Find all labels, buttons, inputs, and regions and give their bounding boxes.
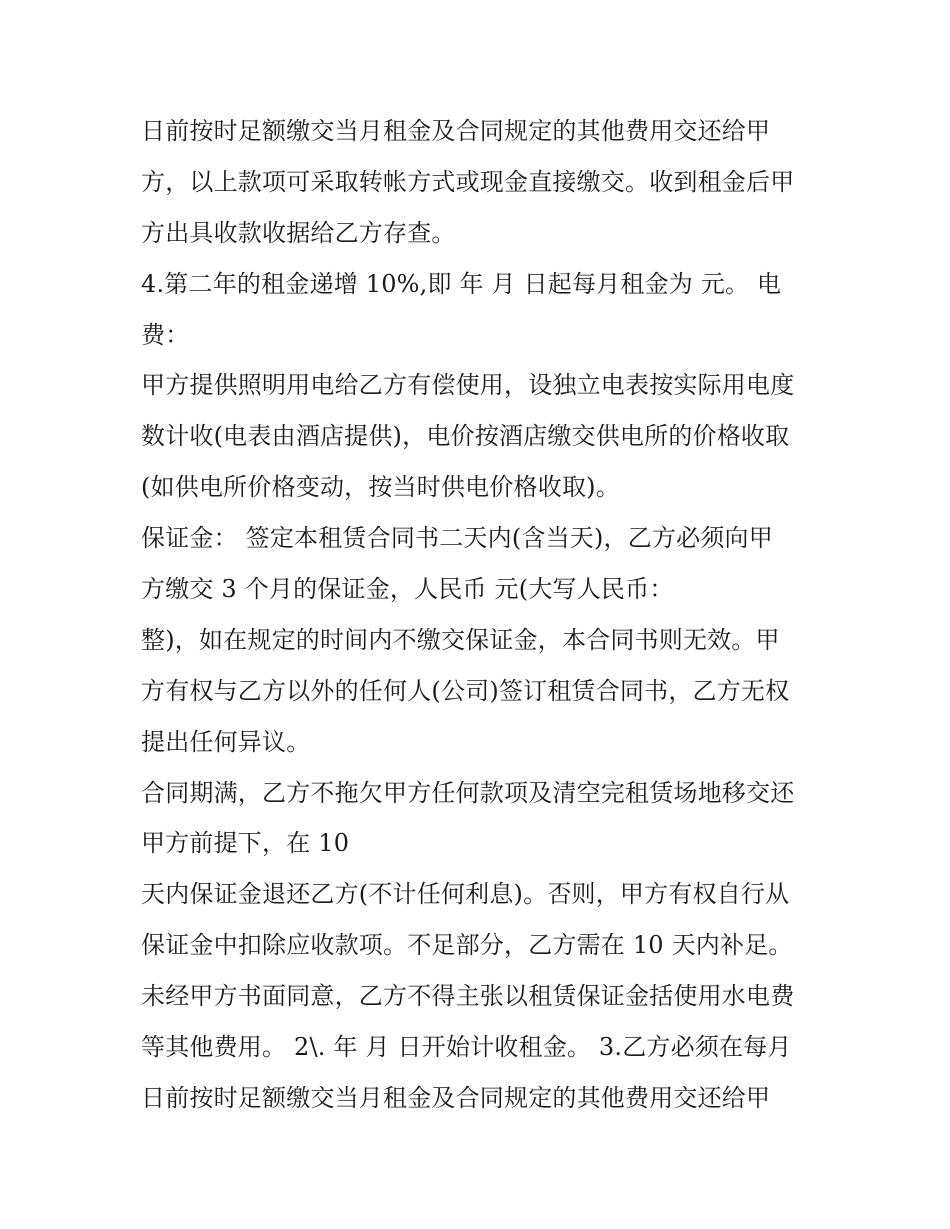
- text-line: 日前按时足额缴交当月租金及合同规定的其他费用交还给甲: [141, 1083, 771, 1112]
- text-line: 方缴交 3 个月的保证金，人民币 元(大写人民币：: [141, 575, 674, 604]
- text-line: 提出任何异议。: [141, 727, 311, 756]
- contract-text: [141, 106, 821, 1124]
- text-line: 费：: [141, 320, 190, 349]
- text-line: 方有权与乙方以外的任何人(公司)签订租赁合同书，乙方无权: [141, 676, 790, 705]
- text-line: 未经甲方书面同意，乙方不得主张以租赁保证金括使用水电费: [141, 982, 795, 1011]
- text-line: 甲方提供照明用电给乙方有偿使用，设独立电表按实际用电度: [141, 371, 795, 400]
- text-line: 日前按时足额缴交当月租金及合同规定的其他费用交还给甲: [141, 117, 771, 145]
- text-line: 4.第二年的租金递增 10%,即 年 月 日起每月租金为 元。 电: [141, 269, 782, 298]
- text-line: 整)，如在规定的时间内不缴交保证金，本合同书则无效。甲: [141, 625, 780, 654]
- text-line: 方，以上款项可采取转帐方式或现金直接缴交。收到租金后甲: [141, 167, 795, 196]
- text-line: 等其他费用。 2\. 年 月 日开始计收租金。 3.乙方必须在每月: [141, 1033, 792, 1062]
- text-line: 数计收(电表由酒店提供)，电价按酒店缴交供电所的价格收取: [141, 422, 790, 451]
- text-line: 保证金中扣除应收款项。不足部分，乙方需在 10 天内补足。: [141, 931, 793, 960]
- text-line: 甲方前提下，在 10: [141, 829, 350, 858]
- text-line: 天内保证金退还乙方(不计任何利息)。否则，甲方有权自行从: [141, 880, 790, 909]
- text-line: 方出具收款收据给乙方存查。: [141, 218, 456, 247]
- text-line: 保证金： 签定本租赁合同书二天内(含当天)，乙方必须向甲: [141, 524, 773, 553]
- text-line: (如供电所价格变动，按当时供电价格收取)。: [141, 473, 620, 502]
- text-line: 合同期满，乙方不拖欠甲方任何款项及清空完租赁场地移交还: [141, 778, 795, 807]
